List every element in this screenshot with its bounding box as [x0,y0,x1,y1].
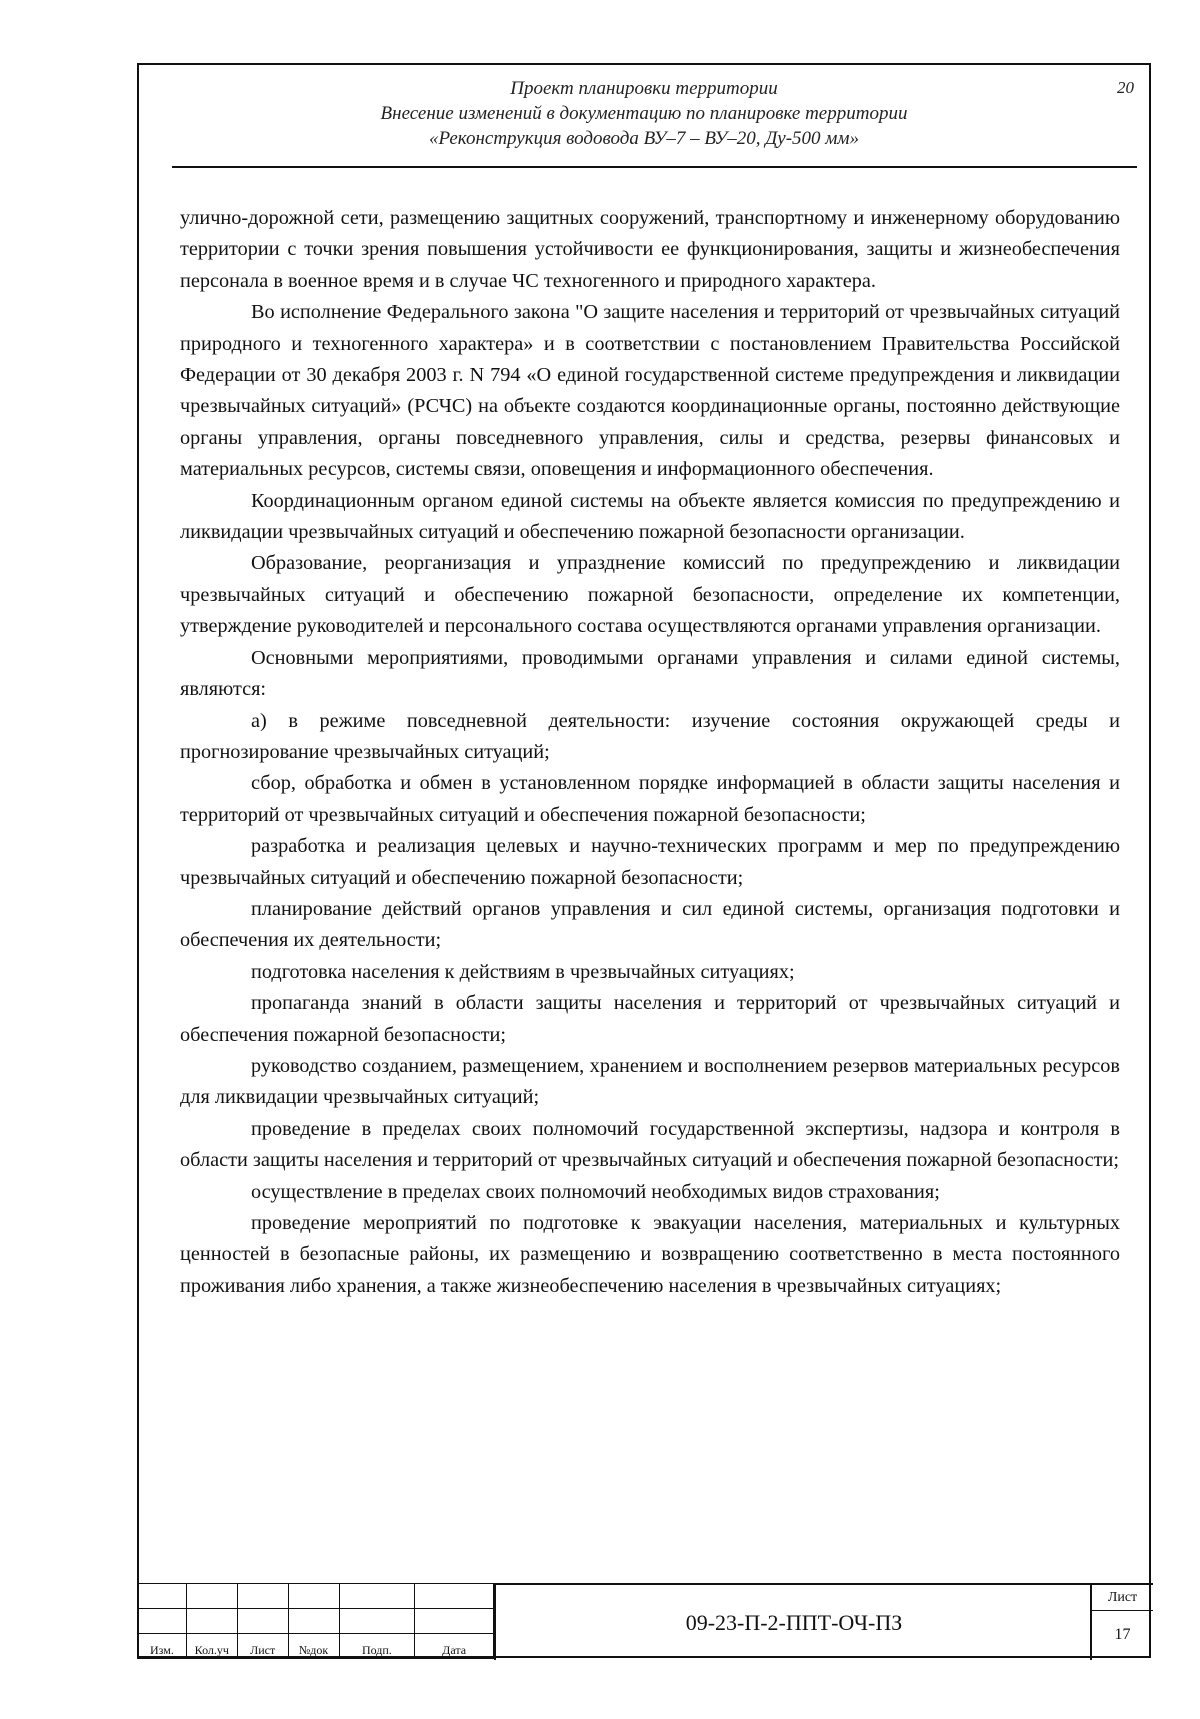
document-body [180,203,1120,1302]
header-divider [172,166,1137,168]
title-block [137,1583,1151,1658]
body-paragraph: сбор, обработка и обмен в установленном порядке информацией в области защиты населения и территорий от чрезвычайных ситуаций и обеспечения пожарной безопасности; [180,772,1120,826]
body-paragraph: пропаганда знаний в области защиты населения и территорий от чрезвычайных ситуаций и обеспечения пожарной безопасности; [180,992,1120,1046]
body-paragraph: Образование, реорганизация и упразднение комиссий по предупреждению и ликвидации чрезвычайных ситуаций и обеспечению пожарной безопасности, определение их компетенции, утверждение руководителей и персонального состава осуществляются органами управления организации. [180,552,1120,638]
body-paragraph: Координационным органом единой системы на объекте является комиссия по предупреждению и ликвидации чрезвычайных ситуаций и обеспечению пожарной безопасности организации. [180,489,1120,544]
header-project-name: «Реконструкция водовода ВУ–7 – ВУ–20, Ду-500 мм» [428,128,860,149]
sheet-label: Лист [1092,1585,1153,1611]
body-paragraph: Основными мероприятиями, проводимыми органами управления и силами единой системы, являются: [180,646,1120,701]
header-subtitle: Внесение изменений в документацию по планировке территории [380,103,908,124]
title-block-col-date: Дата [415,1634,494,1659]
body-paragraph: планирование действий органов управления и сил единой системы, организация подготовки и обеспечения их деятельности; [180,897,1120,952]
body-paragraph: разработка и реализация целевых и научно-технических программ и мер по предупреждению чрезвычайных ситуаций и обеспечению пожарной безопасности; [180,835,1120,889]
header-page-number: 20 [1117,78,1134,97]
body-paragraph: проведение в пределах своих полномочий государственной экспертизы, надзора и контроля в области защиты населения и территорий от чрезвычайных ситуаций и обеспечения пожарной безопасности; [180,1117,1120,1172]
body-paragraph: улично-дорожной сети, размещению защитных сооружений, транспортному и инженерному оборудованию территории с точки зрения повышения устойчивости ее функционирования, защиты и жизнеобеспечения персонала в военное время и в случае ЧС техногенного и природного характера. [180,207,1120,292]
sheet-box [1090,1583,1153,1660]
body-paragraph: осуществление в пределах своих полномочий необходимых видов страхования; [251,1180,940,1203]
header-title: Проект планировки территории [510,78,778,99]
body-paragraph: а) в режиме повседневной деятельности: изучение состояния окружающей среды и прогнозирование чрезвычайных ситуаций; [180,709,1120,763]
body-paragraph: проведение мероприятий по подготовке к эвакуации населения, материальных и культурных ценностей в безопасные районы, их размещению и возвращению соответственно в места постоянного проживания либо хранения, а также жизнеобеспечению населения в чрезвычайных ситуациях; [180,1212,1120,1297]
title-block-grid [137,1583,494,1659]
title-block-col-sheet: Лист [237,1634,288,1659]
title-block-col-docnum: №док [288,1634,339,1659]
title-block-col-signature: Подп. [339,1634,415,1659]
body-paragraph: Во исполнение Федерального закона "О защите населения и территорий от чрезвычайных ситуаций природного и техногенного характера» и в соответствии с постановлением Правительства Российской Федерации от 30 декабря 2003 г. N 794 «О единой государственной системе предупреждения и ликвидации чрезвычайных ситуаций» (РСЧС) на объекте создаются координационные органы, постоянно действующие органы управления, органы повседневного управления, силы и средства, резервы финансовых и материальных ресурсов, системы связи, оповещения и информационного обеспечения. [180,301,1120,481]
page-header [137,76,1151,151]
document-code: 09-23-П-2-ППТ-ОЧ-ПЗ [494,1583,1092,1660]
body-paragraph: руководство созданием, размещением, хранением и восполнением резервов материальных ресурсов для ликвидации чрезвычайных ситуаций; [180,1054,1120,1109]
title-block-col-qty: Кол.уч [186,1634,237,1659]
sheet-number: 17 [1114,1626,1131,1643]
body-paragraph: подготовка населения к действиям в чрезвычайных ситуациях; [251,960,795,983]
title-block-col-change: Изм. [138,1634,187,1659]
